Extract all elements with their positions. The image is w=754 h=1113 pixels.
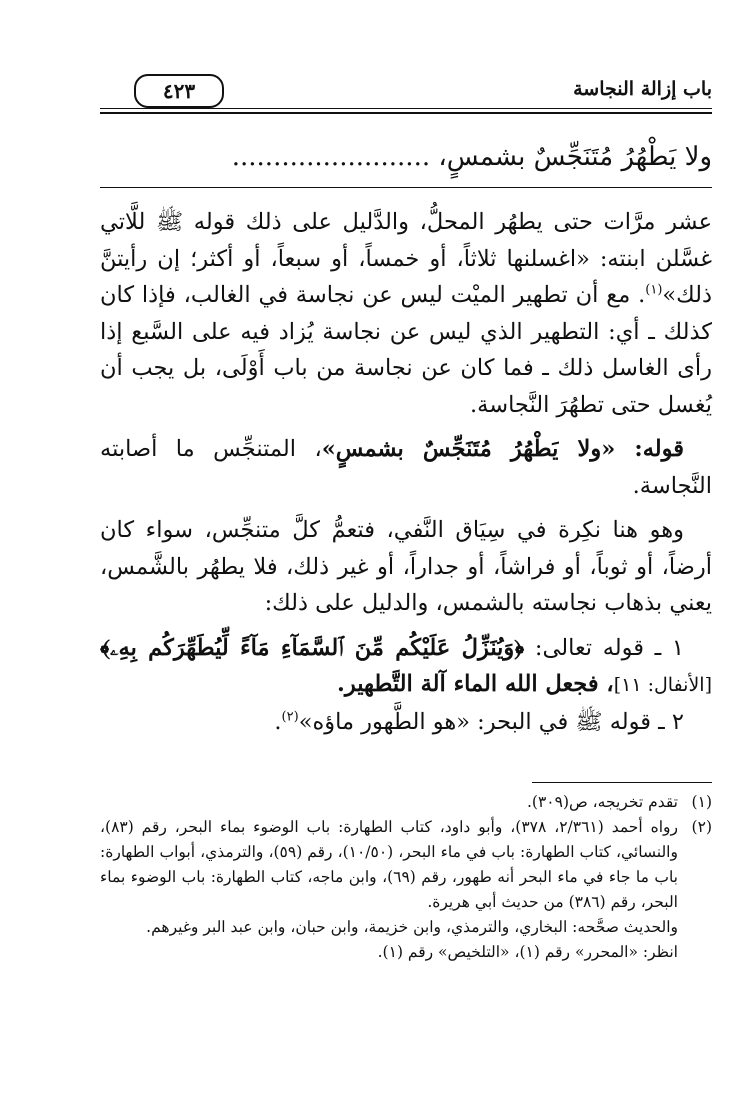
footnote-separator	[532, 782, 712, 783]
paragraph-1-tail: . مع أن تطهير الميْت ليس عن نجاسة في الغالب، فإذا كان كذلك ـ أي: التطهير الذي ليس عن نجاسة يُزاد فيه على السَّبع إذا رأى الغاسل ذلك ـ فما كان عن نجاسة من باب أَوْلَى، بل يجب أن يُغسل حتى تطهُرَ النَّجاسة.	[100, 282, 712, 418]
evidence-1-lead: ١ ـ قوله تعالى:	[524, 634, 684, 661]
paragraph-1	[100, 204, 712, 423]
paragraph-3: وهو هنا نكِرة في سِيَاق النَّفي، فتعمُّ كلَّ متنجِّس، سواء كان أرضاً، أو ثوباً، أو فراشاً، أو جداراً، أو غير ذلك، فلا يطهُر بالشَّمس، يعني بذهاب نجاسته بالشمس، والدليل على ذلك:	[100, 517, 712, 616]
paragraph-1-text: عشر مرَّات حتى يطهُر المحلُّ، والدَّليل على ذلك قوله ﷺ للَّاتي غسَّلن ابنته: «اغسلنها ثلاثاً، أو خمساً، أو سبعاً، أو أكثر؛ إن رأيتنَّ ذلك»	[100, 209, 712, 308]
quran-verse: ﴿وَيُنَزِّلُ عَلَيْكُم مِّنَ ٱلسَّمَآءِ مَآءً لِّيُطَهِّرَكُم بِهِۦ﴾	[100, 634, 525, 661]
footnote-2-see-also: انظر: «المحرر» رقم (١)، «التلخيص» رقم (١).	[377, 943, 678, 961]
footnote-ref-2: (٢)	[281, 709, 299, 724]
evidence-1-conclusion: ، فجعل الله الماء آلة التَّطهير.	[336, 671, 614, 697]
chapter-title: باب إزالة النجاسة	[573, 78, 712, 100]
matn-phrase: ولا يَطْهُرُ مُتَنَجِّسٌ بشمسٍ،	[438, 142, 712, 172]
footnote-2-number: (٢)	[691, 818, 712, 836]
page-number: ٤٢٣	[134, 74, 224, 108]
footnote-1-text: تقدم تخريجه، ص(٣٠٩).	[526, 793, 678, 811]
matn-text	[100, 138, 712, 176]
matn-dots: ........................	[231, 142, 431, 172]
matn-separator	[100, 187, 712, 188]
footnote-1-number: (١)	[691, 793, 712, 811]
paragraph-5	[100, 704, 712, 741]
paragraph-4	[100, 630, 712, 704]
header-rule-thick	[100, 112, 712, 114]
footnote-2-text: رواه أحمد (٢/٣٦١، ٣٧٨)، وأبو داود، كتاب الطهارة: باب الوضوء بماء البحر، رقم (٨٣)، والنسائي، كتاب الطهارة: باب في ماء البحر، (١٠/٥٠)، رقم (٥٩)، والترمذي، أبواب الطهارة: باب ما جاء في ماء البحر أنه طهور، رقم (٦٩)، وابن ماجه، كتاب الطهارة: باب الوضوء بماء البحر، رقم (٣٨٦) من حديث أبي هريرة.	[100, 818, 678, 911]
paragraph-2	[100, 431, 712, 504]
footnotes	[100, 790, 712, 965]
matn-quote: «ولا يَطْهُرُ مُتَنَجِّسٌ بشمسٍ»	[321, 436, 635, 462]
paragraph-2-text: ، المتنجِّس ما أصابته النَّجاسة.	[100, 436, 712, 499]
footnote-ref-1: (١)	[645, 282, 663, 298]
footnote-2-authentication: والحديث صحَّحه: البخاري، والترمذي، وابن خزيمة، وابن حبان، وابن عبد البر وغيرهم.	[146, 918, 678, 936]
commentary-body	[100, 204, 712, 740]
header-rule	[100, 108, 712, 109]
footnote-1	[100, 790, 712, 815]
verse-reference: [الأنفال: ١١]	[613, 674, 712, 696]
page-header	[100, 72, 712, 116]
evidence-2-text: ٢ ـ قوله ﷺ في البحر: «هو الطَّهور ماؤه»	[298, 708, 684, 735]
qawluhu-label: قوله:	[634, 436, 684, 462]
evidence-2-end: .	[274, 708, 282, 735]
footnote-2	[100, 815, 712, 915]
